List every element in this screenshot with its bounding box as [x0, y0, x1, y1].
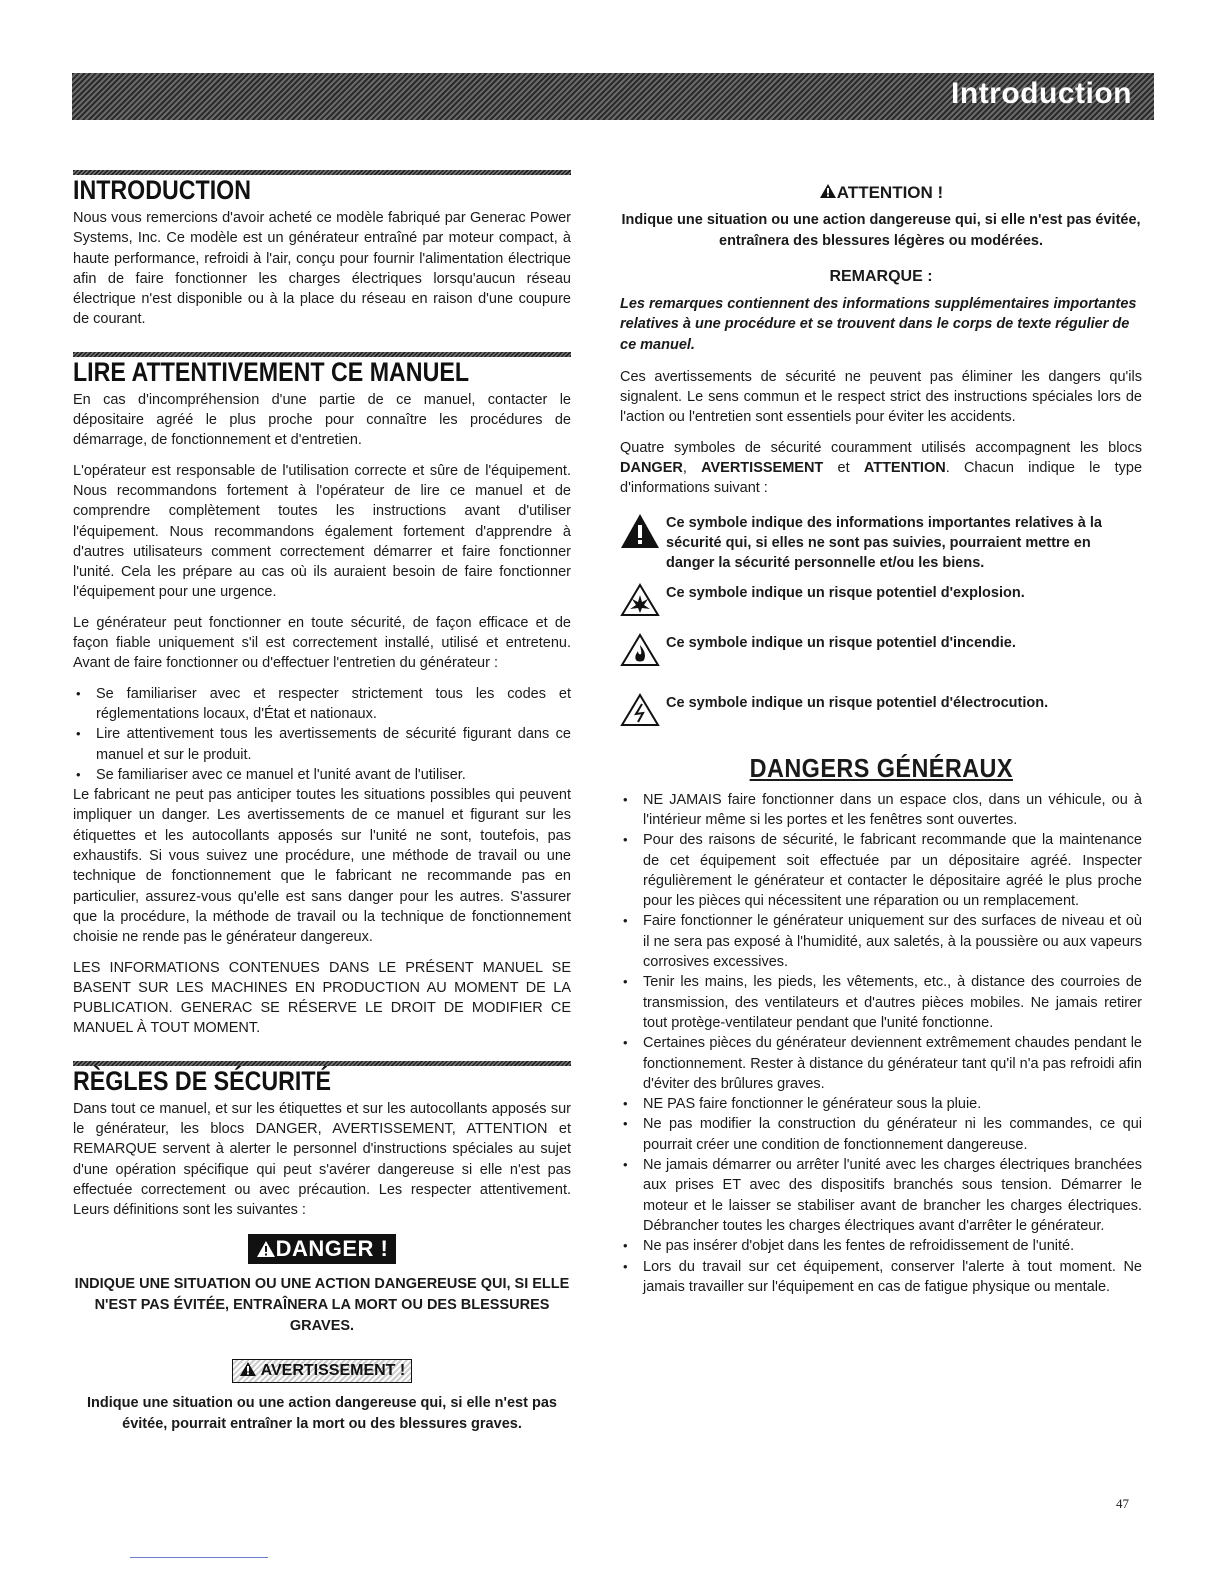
list-item: • Ne pas insérer d'objet dans les fentes de refroidissement de l'unité.	[620, 1236, 1142, 1256]
warning-description: Indique une situation ou une action dangereuse qui, si elle n'est pas évitée, pourrait entraîner la mort ou des blessures graves.	[87, 1395, 557, 1433]
page-number: 47	[1116, 1496, 1129, 1511]
list-item: • Se familiariser avec et respecter strictement tous les codes et réglementations locaux, d'État et nationaux.	[73, 684, 571, 725]
manual-paragraph-5: LES INFORMATIONS CONTENUES DANS LE PRÉSENT MANUEL SE BASENT SUR LES MACHINES EN PRODUCTION AU MOMENT DE LA PUBLICATION. GENERAC SE RÉSERVE LE DROIT DE MODIFIER CE MANUEL À TOUT MOMENT.	[73, 959, 571, 1037]
symbol-row-safety	[620, 513, 1142, 573]
list-item: • Tenir les mains, les pieds, les vêtements, etc., à distance des courroies de transmission, des ventilateurs et d'autres pièces mobiles. Ne jamais retirer tout protège-ventilateur pendant que l'unité fonctionne.	[620, 972, 1142, 1033]
list-item: • NE PAS faire fonctionner le générateur sous la pluie.	[620, 1094, 1142, 1114]
caution-description: Indique une situation ou une action dangereuse qui, si elle n'est pas évitée, entraînera des blessures légères ou modérées.	[621, 212, 1141, 249]
manual-paragraph-3: Le générateur peut fonctionner en toute sécurité, de façon efficace et de façon fiable uniquement s'il est correctement installé, utilisé et entretenu. Avant de faire fonctionner ou d'effectuer l'entretien du générateur :	[73, 614, 571, 672]
symbol-description: Ce symbole indique un risque potentiel d'explosion.	[666, 584, 1025, 601]
general-hazards-list	[620, 790, 1142, 1297]
symbol-description: Ce symbole indique des informations importantes relatives à la sécurité qui, si elles ne sont pas suivies, pourraient mettre en danger la sécurité personnelle et/ou les biens.	[666, 514, 1102, 571]
list-item: • Faire fonctionner le générateur uniquement sur des surfaces de niveau et où il ne sera pas exposé à l'humidité, aux saletés, à la poussière ou aux vapeurs corrosives excessives.	[620, 911, 1142, 972]
alert-triangle-icon	[620, 513, 660, 549]
manual-title: LIRE ATTENTIVEMENT CE MANUEL	[73, 356, 470, 387]
list-item: • Certaines pièces du générateur deviennent extrêmement chaudes pendant le fonctionnement. Rester à distance du générateur tant qu'il n'a pas refroidi afin d'éviter des brûlures graves.	[620, 1033, 1142, 1094]
remark-title: REMARQUE :	[829, 268, 933, 285]
danger-label: DANGER !	[248, 1234, 397, 1264]
warnings-paragraph: Ces avertissements de sécurité ne peuvent pas éliminer les dangers qu'ils signalent. Le sens commun et le respect strict des instructions spéciales lors de l'action ou l'entretien sont essentiels pour éviter les accidents.	[620, 368, 1142, 426]
intro-paragraph: Nous vous remercions d'avoir acheté ce modèle fabriqué par Generac Power Systems, Inc. Ce modèle est un générateur entraîné par moteur compact, à haute performance, refroidi à l'air, conçu pour fournir l'alimentation électrique afin de faire fonctionner les charges électriques lorsqu'aucun réseau électrique n'est disponible ou à la place du réseau en raison d'une coupure de courant.	[73, 210, 571, 328]
alert-triangle-icon	[239, 1361, 257, 1377]
list-item: • Lors du travail sur cet équipement, conserver l'alerte à tout moment. Ne jamais travailler sur l'équipement en cas de fatigue physique ou mentale.	[620, 1257, 1142, 1298]
safety-rules-paragraph: Dans tout ce manuel, et sur les étiquettes et sur les autocollants apposés sur le générateur, les blocs DANGER, AVERTISSEMENT, ATTENTION et REMARQUE servent à alerter le personnel d'instructions spéciales au sujet d'une opération spécifique qui peut s'avérer dangereuse si elle n'est pas effectuée correctement ou avec précaution. Les respecter attentivement. Leurs définitions sont les suivantes :	[73, 1100, 571, 1219]
symbol-description: Ce symbole indique un risque potentiel d'incendie.	[666, 634, 1016, 651]
alert-triangle-icon	[256, 1240, 276, 1258]
symbols-intro-paragraph: Quatre symboles de sécurité couramment utilisés accompagnent les blocs DANGER, AVERTISSEMENT et ATTENTION. Chacun indique le type d'informations suivant :	[620, 439, 1143, 497]
symbol-row-electric	[620, 693, 1142, 727]
manual-paragraph-1: En cas d'incompréhension d'une partie de ce manuel, contacter le dépositaire agréé le plus proche pour connaître les procédures de démarrage, de fonctionnement et d'entretien.	[73, 391, 571, 449]
manual-paragraph-2: L'opérateur est responsable de l'utilisation correcte et sûre de l'équipement. Nous recommandons fortement à l'opérateur de lire ce manuel et de comprendre complètement toutes les instructions avant d'utiliser l'équipement. Nous recommandons également fortement d'apprendre à d'autres utilisateurs comment correctement démarrer et faire fonctionner l'unité. Cela les prépare au cas où ils auraient besoin de faire fonctionner l'équipement pour une urgence.	[73, 462, 571, 601]
danger-description: INDIQUE UNE SITUATION OU UNE ACTION DANGEREUSE QUI, SI ELLE N'EST PAS ÉVITÉE, ENTRAÎNERA LA MORT OU DES BLESSURES GRAVES.	[74, 1276, 570, 1335]
danger-block	[73, 1234, 571, 1264]
explosion-icon	[620, 583, 660, 617]
footer-rule	[130, 1557, 268, 1558]
list-item: • Lire attentivement tous les avertissements de sécurité figurant dans ce manuel et sur le produit.	[73, 724, 571, 765]
intro-title: INTRODUCTION	[73, 175, 252, 205]
section-header-bar	[72, 73, 1154, 120]
right-column	[620, 182, 1142, 1297]
symbol-description: Ce symbole indique un risque potentiel d'électrocution.	[666, 694, 1049, 711]
left-column	[73, 170, 571, 1435]
list-item: • Se familiariser avec ce manuel et l'unité avant de l'utiliser.	[73, 765, 571, 785]
remark-description: Les remarques contiennent des informations supplémentaires importantes relatives à une procédure et se trouvent dans le corps de texte régulier de ce manuel.	[620, 296, 1137, 353]
list-item: • NE JAMAIS faire fonctionner dans un espace clos, dans un véhicule, ou à l'intérieur même si les portes et les fenêtres sont ouvertes.	[620, 790, 1142, 831]
electric-shock-icon	[620, 693, 660, 727]
section-header-title: Introduction	[951, 77, 1132, 110]
symbol-row-explosion	[620, 583, 1142, 617]
list-item: • Ne jamais démarrer ou arrêter l'unité avec les charges électriques branchées aux prises ET avec des dispositifs branchés sous tension. Démarrer le moteur et le laisser se stabiliser avant de brancher les charges électriques. Débrancher toutes les charges électriques avant d'arrêter le générateur.	[620, 1155, 1142, 1236]
list-item: • Pour des raisons de sécurité, le fabricant recommande que la maintenance de cet équipement soit effectuée par un dépositaire agréé. Inspecter régulièrement le générateur et contacter le dépositaire agréé le plus proche pour les pièces qui nécessitent une réparation ou un remplacement.	[620, 830, 1142, 911]
caution-title: ATTENTION !	[620, 182, 1142, 204]
alert-triangle-icon	[819, 183, 837, 199]
safety-rules-title: RÈGLES DE SÉCURITÉ	[73, 1065, 332, 1096]
symbol-row-fire	[620, 633, 1142, 667]
list-item: • Ne pas modifier la construction du générateur ni les commandes, ce qui pourrait créer une condition de fonctionnement dangereuse.	[620, 1114, 1142, 1155]
warning-label: AVERTISSEMENT !	[232, 1359, 412, 1383]
manual-bullet-list	[73, 684, 571, 785]
general-hazards-title: DANGERS GÉNÉRAUX	[749, 752, 1013, 783]
warning-block	[73, 1359, 571, 1383]
manual-paragraph-4: Le fabricant ne peut pas anticiper toutes les situations possibles qui peuvent impliquer un danger. Les avertissements de ce manuel et figurant sur les étiquettes et les autocollants apposés sur l'unité ne sont, toutefois, pas exhaustifs. Si vous suivez une procédure, une méthode de travail ou une technique de fonctionnement que le fabricant ne recommande pas en particulier, assurez-vous qu'elle est sans danger pour les autres. S'assurer que la procédure, la méthode de travail ou la technique de fonctionnement choisie ne rende pas le générateur dangereux.	[73, 787, 571, 946]
fire-icon	[620, 633, 660, 667]
